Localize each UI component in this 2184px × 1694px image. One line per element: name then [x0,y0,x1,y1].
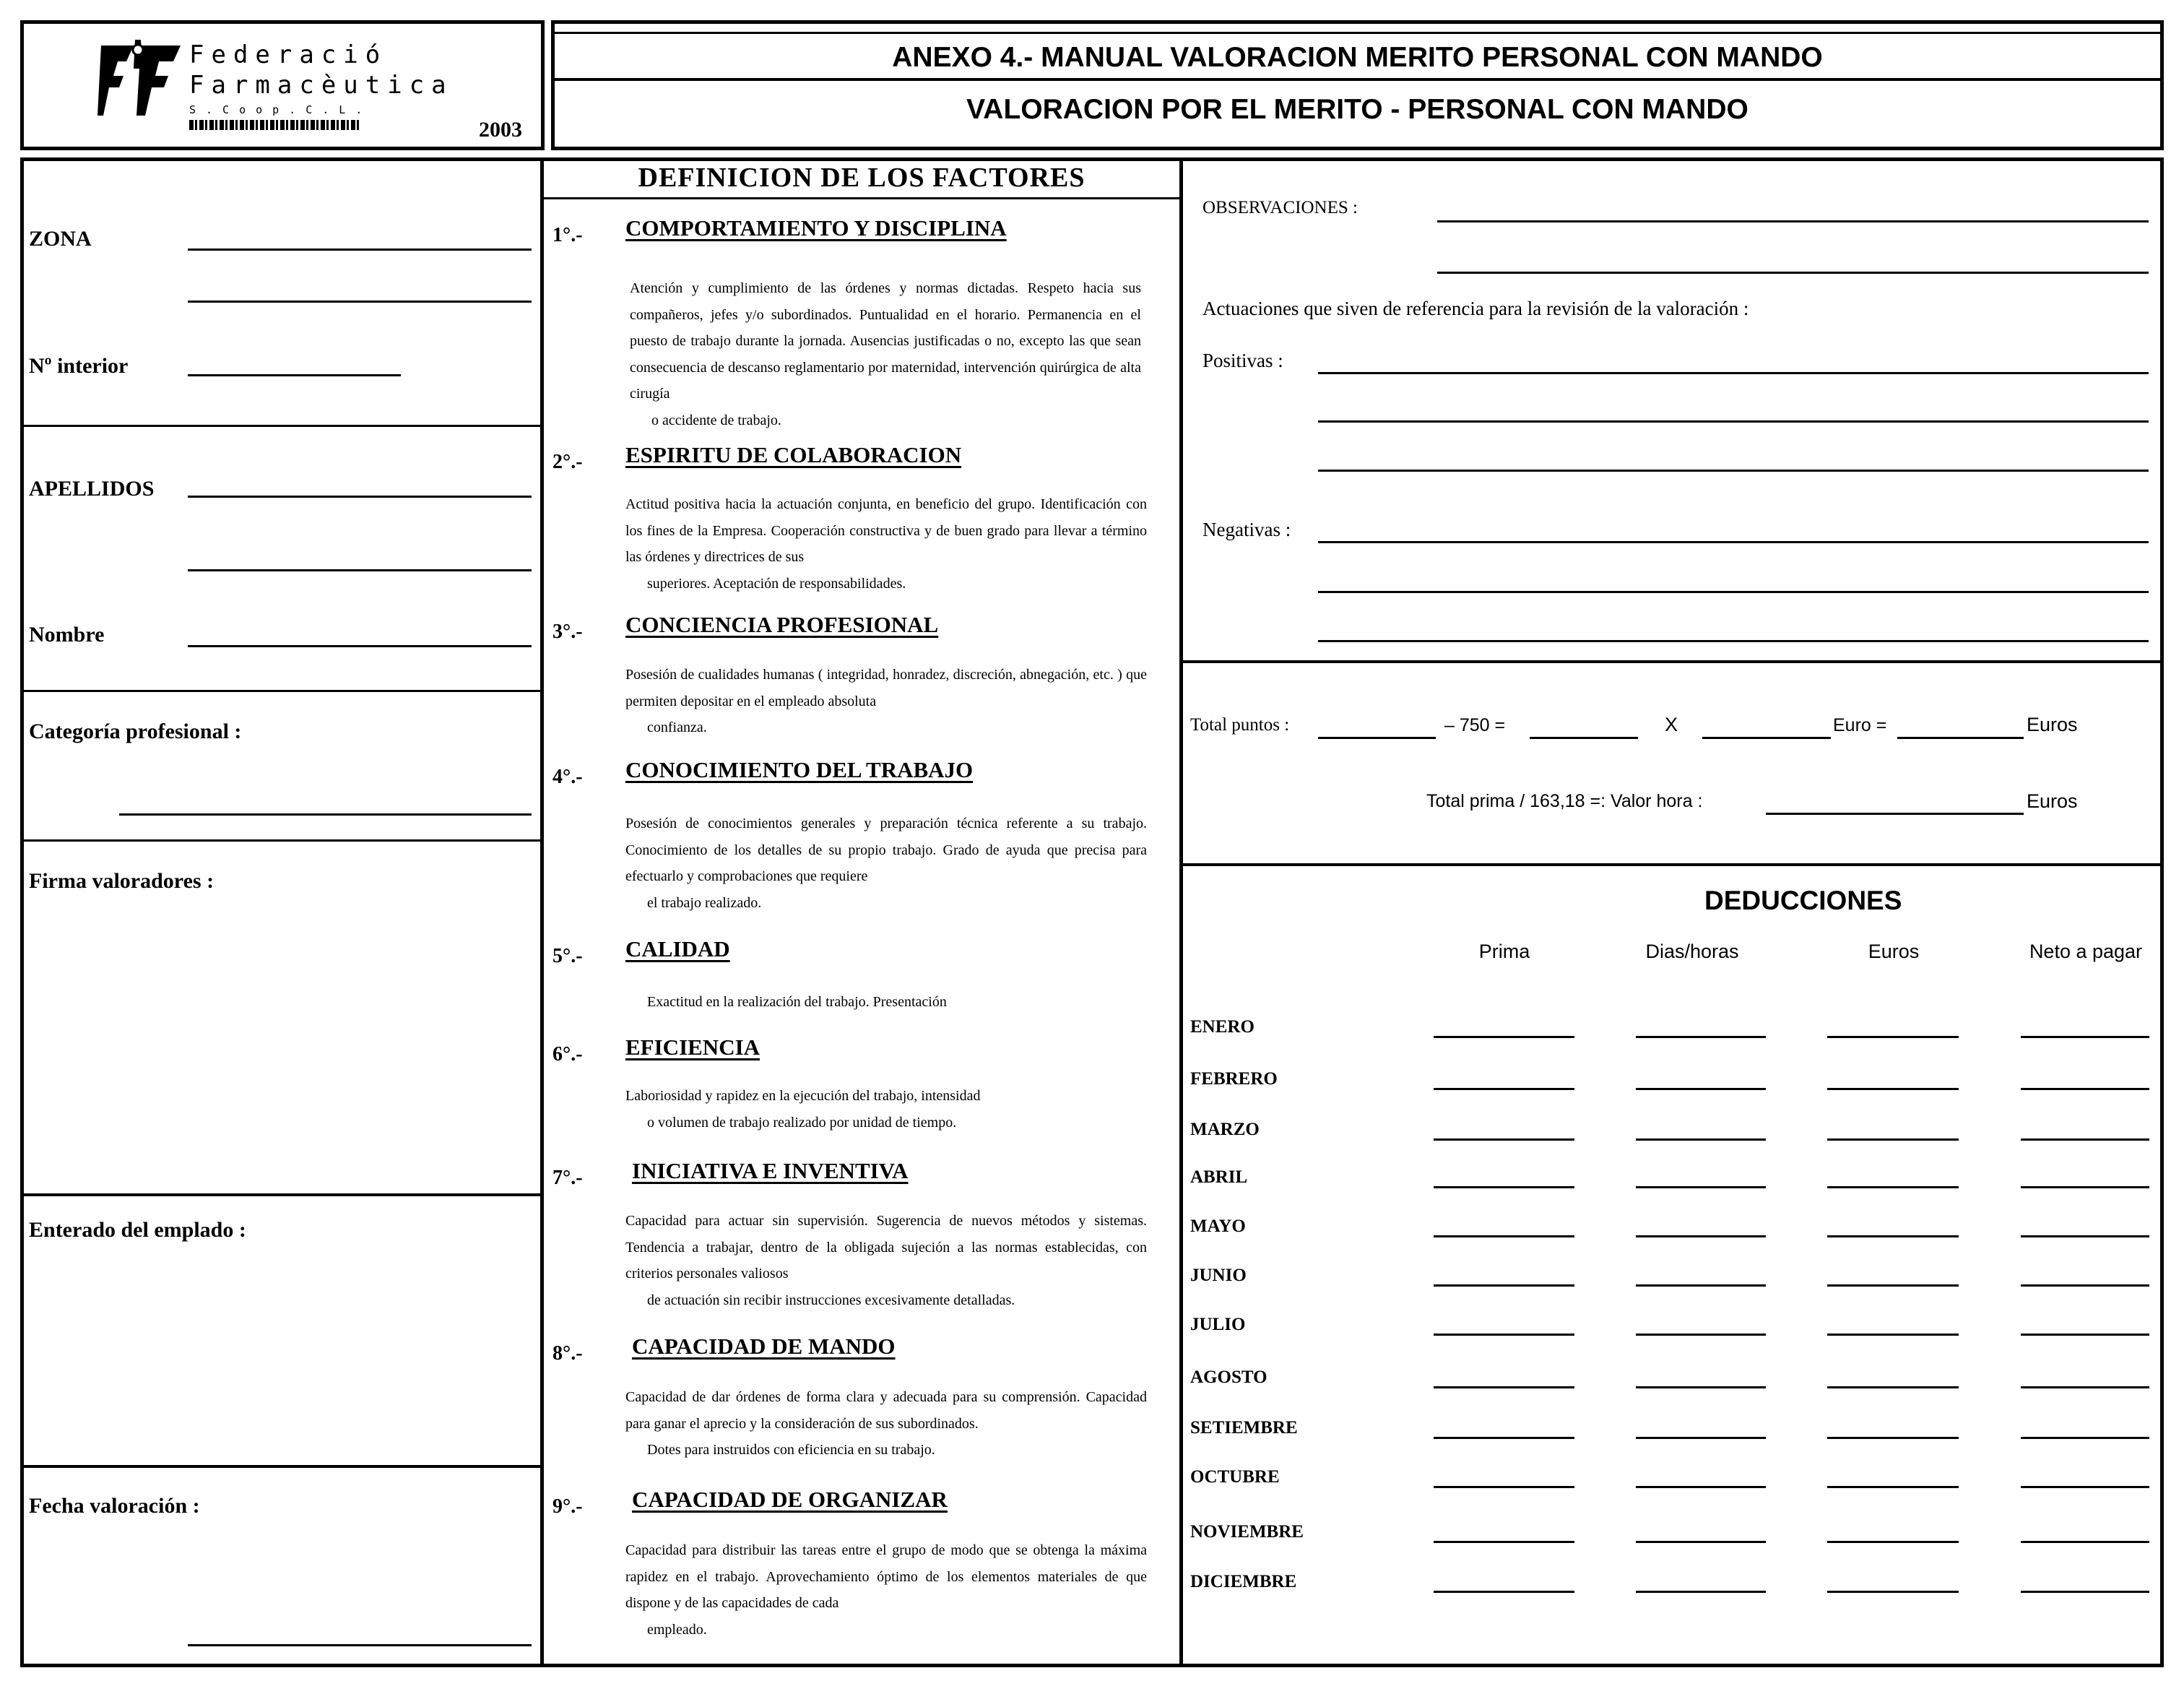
deduccion-field[interactable] [1827,1386,1959,1388]
page-subtitle: VALORACION POR EL MERITO - PERSONAL CON MANDO [966,94,1748,125]
deduccion-field[interactable] [1434,1284,1574,1287]
left-sep-5 [24,1465,540,1468]
factor-name: INICIATIVA E INVENTIVA [632,1158,909,1183]
factor-description-last: empleado. [647,1621,707,1638]
left-sep-4 [24,1193,540,1196]
observaciones-label: OBSERVACIONES : [1202,198,1358,217]
factor-description [625,1083,1147,1136]
month-label: JULIO [1190,1315,1246,1334]
col-divider-mid [1179,157,1183,1667]
deduccion-field[interactable] [1434,1186,1574,1188]
fecha-field[interactable] [188,1644,532,1646]
deduccion-field[interactable] [1827,1541,1959,1543]
deduccion-field[interactable] [1434,1486,1574,1488]
month-label: JUNIO [1190,1266,1247,1285]
col-divider-left [540,157,544,1667]
factor-description-last: o accidente de trabajo. [651,412,781,428]
factor-number: 8°.- [552,1342,583,1365]
deduccion-field[interactable] [1636,1088,1766,1090]
factor-description-last: o volumen de trabajo realizado por unidad de tiempo. [647,1114,957,1131]
factor-name: CALIDAD [625,936,730,961]
deduccion-field[interactable] [1636,1235,1766,1237]
factor-description-last: de actuación sin recibir instrucciones excesivamente detalladas. [647,1292,1015,1308]
month-label: ENERO [1190,1017,1254,1037]
factor-description [625,1208,1147,1313]
factor-number: 9°.- [552,1495,583,1518]
euros-label: Euros [2027,714,2078,735]
euros-field[interactable] [1897,737,2024,739]
euro-eq-label: Euro = [1833,715,1887,735]
month-label: FEBRERO [1190,1069,1278,1089]
title-divider [554,78,2161,81]
factor-number: 3°.- [552,621,583,643]
deduccion-field[interactable] [1827,1235,1959,1237]
deduccion-field[interactable] [2021,1036,2149,1038]
deduccion-field[interactable] [1636,1138,1766,1141]
actuaciones-text: Actuaciones que siven de referencia para la revisión de la valoración : [1202,298,1749,319]
logo-mark-icon [98,40,184,123]
month-label: MARZO [1190,1120,1260,1139]
factor-description [625,989,1147,1016]
deduccion-field[interactable] [1636,1284,1766,1287]
deduccion-field[interactable] [1636,1541,1766,1543]
deduccion-field[interactable] [1636,1386,1766,1388]
deduccion-field[interactable] [2021,1541,2149,1543]
month-label: MAYO [1190,1217,1246,1236]
deduccion-field[interactable] [2021,1486,2149,1488]
zona-label: ZONA [29,227,92,251]
deduccion-field[interactable] [1434,1334,1574,1336]
minus-750-field[interactable] [1530,737,1638,739]
logo-text-2: Farmacèutica [189,71,454,100]
factor-description-last: Dotes para instruidos con eficiencia en su trabajo. [647,1442,935,1458]
deduccion-field[interactable] [2021,1437,2149,1439]
nombre-label: Nombre [29,623,105,647]
factor-description [625,491,1147,597]
enterado-label: Enterado del emplado : [29,1218,246,1242]
factor-name: EFICIENCIA [625,1034,760,1060]
deducciones-column-header: Dias/horas [1645,941,1739,962]
factor-description-body: Laboriosidad y rapidez en la ejecución del trabajo, intensidad [625,1088,981,1104]
month-label: OCTUBRE [1190,1467,1280,1487]
positivas-field-3[interactable] [1318,470,2149,472]
categoria-label: Categoría profesional : [29,719,242,743]
factor-description-last: el trabajo realizado. [647,894,762,911]
observaciones-field-2[interactable] [1437,272,2149,274]
total-prima-label: Total prima / 163,18 =: Valor hora : [1426,791,1703,811]
factor-description-body: Atención y cumplimiento de las órdenes y normas dictadas. Respeto hacia sus compañeros, jefes y/o subordinados. Puntualidad en el horario. Permanencia en el puesto de trabajo durante la jornada. Ausencias justificadas o no, excepto las que sean consecuencia de descanso reglamentario por maternidad, intervención quirúrgica de alta cirugía [630,280,1141,402]
right-sep-1 [1183,660,2160,663]
factor-name: CONOCIMIENTO DEL TRABAJO [625,757,974,782]
euros-label-2: Euros [2027,790,2078,812]
deducciones-column-header: Neto a pagar [2029,941,2143,962]
page-title: ANEXO 4.- MANUAL VALORACION MERITO PERSONAL CON MANDO [892,42,1823,73]
minus-750-label: – 750 = [1444,715,1506,735]
factor-description-body: Capacidad de dar órdenes de forma clara y adecuada para su comprensión. Capacidad para ganar el aprecio y la consideración de sus subordinados. [625,1389,1147,1432]
factor-name: CONCIENCIA PROFESIONAL [625,612,939,637]
factors-heading-rule [544,197,1179,199]
multiplier-field[interactable] [1702,737,1831,739]
deduccion-field[interactable] [1434,1386,1574,1388]
positivas-field-1[interactable] [1318,372,2149,374]
left-sep-3 [24,839,540,842]
factor-number: 5°.- [552,945,583,967]
zona-field[interactable] [188,249,532,251]
factor-description-last: Exactitud en la realización del trabajo. Presentación [647,994,947,1010]
apellidos-label: APELLIDOS [29,477,155,501]
factor-name: COMPORTAMIENTO Y DISCIPLINA [625,215,1007,241]
zona-field-2[interactable] [188,301,532,303]
negativas-field-2[interactable] [1318,591,2149,593]
factor-description-last: confianza. [647,719,707,735]
apellidos-field-2[interactable] [188,569,532,571]
fecha-label: Fecha valoración : [29,1494,200,1518]
deduccion-field[interactable] [1827,1591,1959,1593]
deduccion-field[interactable] [2021,1235,2149,1237]
factor-description [625,662,1147,741]
positivas-label: Positivas : [1202,350,1283,371]
deduccion-field[interactable] [1827,1334,1959,1336]
title-box [551,20,2164,150]
deduccion-field[interactable] [2021,1088,2149,1090]
deduccion-field[interactable] [1434,1541,1574,1543]
left-sep-1 [24,425,540,427]
categoria-field[interactable] [119,813,532,816]
deduccion-field[interactable] [1827,1036,1959,1038]
factor-description [625,1537,1147,1643]
title-top-rule [554,32,2161,34]
deduccion-field[interactable] [1636,1036,1766,1038]
deduccion-field[interactable] [1636,1437,1766,1439]
deduccion-field[interactable] [1434,1088,1574,1090]
deduccion-field[interactable] [1434,1036,1574,1038]
logo-text-1: Federació [189,40,388,69]
factor-description [625,1384,1147,1464]
month-label: NOVIEMBRE [1190,1522,1304,1542]
month-label: DICIEMBRE [1190,1572,1297,1591]
deduccion-field[interactable] [2021,1284,2149,1287]
negativas-field-1[interactable] [1318,541,2149,543]
deduccion-field[interactable] [1636,1591,1766,1593]
total-puntos-field[interactable] [1318,737,1436,739]
factors-heading: DEFINICION DE LOS FACTORES [638,163,1086,193]
valor-hora-field[interactable] [1766,813,2024,815]
deduccion-field[interactable] [1827,1088,1959,1090]
positivas-field-2[interactable] [1318,420,2149,423]
negativas-label: Negativas : [1202,519,1291,540]
deduccion-field[interactable] [1434,1591,1574,1593]
deduccion-field[interactable] [1636,1186,1766,1188]
deducciones-column-header: Prima [1478,941,1530,962]
factor-description [625,811,1147,916]
factor-name: CAPACIDAD DE ORGANIZAR [632,1487,948,1512]
factor-description-body: Posesión de cualidades humanas ( integridad, honradez, discreción, abnegación, etc. ) que permiten depositar en el empleado absoluta [625,667,1147,709]
deduccion-field[interactable] [2021,1186,2149,1188]
factor-number: 1°.- [552,224,583,246]
deduccion-field[interactable] [1636,1486,1766,1488]
n-interior-label: Nº interior [29,354,129,378]
observaciones-field-1[interactable] [1437,220,2149,222]
firma-label: Firma valoradores : [29,869,214,893]
right-sep-2 [1183,863,2160,866]
deduccion-field[interactable] [2021,1334,2149,1336]
factor-description-body: Actitud positiva hacia la actuación conjunta, en beneficio del grupo. Identificación con los fines de la Empresa. Cooperación constructiva y de buen grado para llevar a término las órdenes y directrices de sus [625,496,1147,565]
factor-name: ESPIRITU DE COLABORACION [625,442,962,467]
deduccion-field[interactable] [1827,1138,1959,1141]
month-label: ABRIL [1190,1167,1248,1187]
negativas-field-3[interactable] [1318,640,2149,642]
deducciones-title: DEDUCCIONES [1704,886,1902,915]
factor-description [630,275,1141,433]
deducciones-column-header: Euros [1868,941,1920,962]
deduccion-field[interactable] [1827,1437,1959,1439]
deduccion-field[interactable] [1827,1284,1959,1287]
deduccion-field[interactable] [1434,1138,1574,1141]
left-sep-2 [24,690,540,692]
total-puntos-label: Total puntos : [1190,715,1290,735]
n-interior-field[interactable] [188,374,401,376]
logo-text-3: S.Coop.C.L. [189,103,373,116]
deduccion-field[interactable] [2021,1138,2149,1141]
factor-name: CAPACIDAD DE MANDO [632,1334,896,1359]
month-label: AGOSTO [1190,1367,1268,1387]
factor-number: 2°.- [552,451,583,473]
factor-description-body: Posesión de conocimientos generales y preparación técnica referente a su trabajo. Conocimiento de los detalles de su propio trabajo. Grado de ayuda que precisa para efectuarlo y comprobaciones que requiere [625,816,1147,884]
factor-description-body: Capacidad para actuar sin supervisión. Sugerencia de nuevos métodos y sistemas. Tendencia a trabajar, dentro de la obligada sujeción a las normas establecidas, con criterios personales valiosos [625,1213,1147,1282]
factor-description-body: Capacidad para distribuir las tareas entre el grupo de modo que se obtenga la máxima rapidez en el trabajo. Aprovechamiento óptimo de los elementos materiales de que dispone y de las capacidades de cada [625,1542,1147,1611]
deduccion-field[interactable] [2021,1386,2149,1388]
logo-pattern [189,120,359,130]
deduccion-field[interactable] [2021,1591,2149,1593]
deduccion-field[interactable] [1434,1437,1574,1439]
month-label: SETIEMBRE [1190,1418,1298,1438]
factor-number: 6°.- [552,1043,583,1066]
deduccion-field[interactable] [1827,1186,1959,1188]
apellidos-field[interactable] [188,496,532,498]
deduccion-field[interactable] [1827,1486,1959,1488]
factor-number: 7°.- [552,1167,583,1189]
factor-description-last: superiores. Aceptación de responsabilidades. [647,575,906,592]
deduccion-field[interactable] [1434,1235,1574,1237]
nombre-field[interactable] [188,645,532,647]
year-label: 2003 [479,118,522,142]
x-label: X [1665,714,1678,735]
factor-number: 4°.- [552,766,583,788]
deduccion-field[interactable] [1636,1334,1766,1336]
